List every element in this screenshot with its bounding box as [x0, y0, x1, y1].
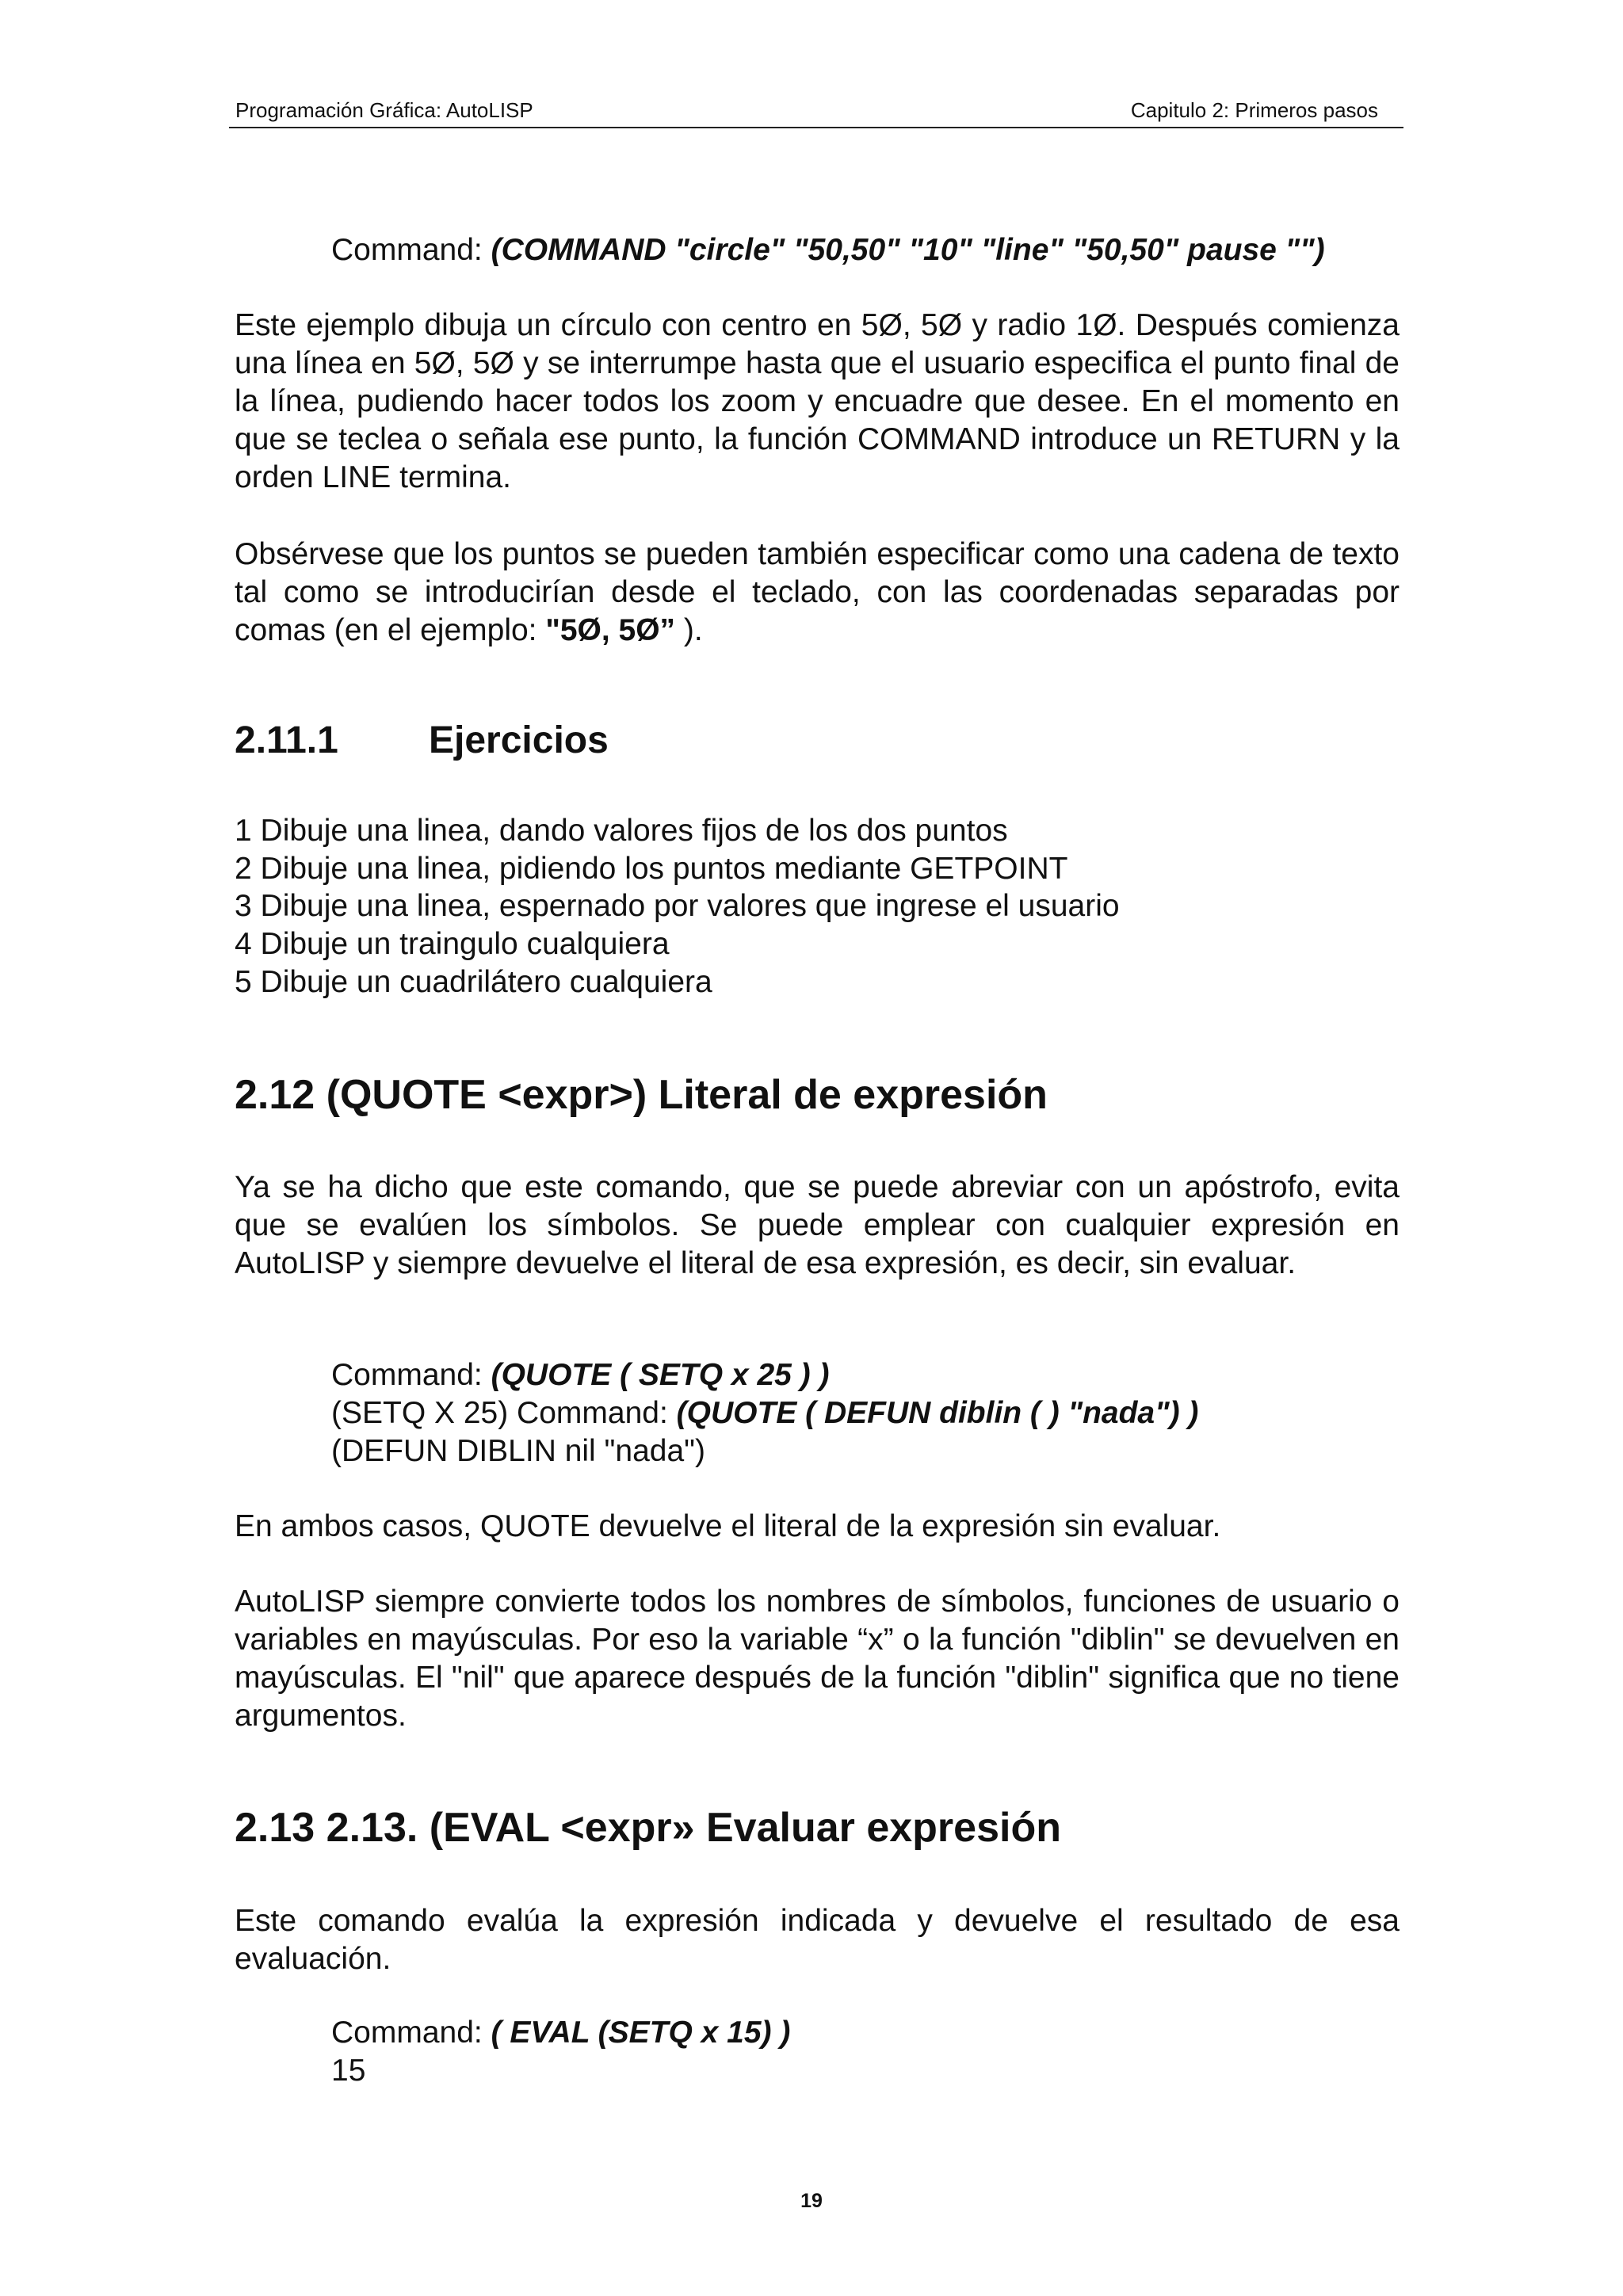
paragraph-text-end: ). [675, 613, 703, 647]
paragraph-eval-description: Este comando evalúa la expresión indicada y devuelve el resultado de esa evaluación. [235, 1904, 1400, 1976]
command-example-quote-defun [331, 1394, 1198, 1432]
paragraph-uppercase-symbols: AutoLISP siempre convierte todos los nombres de símbolos, funciones de usuario o variables en mayúsculas. Por eso la variable “x” o la función "diblin" se devuelven en mayúsculas. El "nil" que aparece después de la función "diblin" significa que no tiene argumentos. [235, 1585, 1400, 1733]
page-header [229, 93, 1403, 128]
command-code: (QUOTE ( DEFUN diblin ( ) "nada") ) [676, 1396, 1199, 1430]
exercise-item: 1 Dibuje una linea, dando valores fijos de los dos puntos [235, 814, 1008, 848]
paragraph-quote-description: Ya se ha dicho que este comando, que se puede abreviar con un apóstrofo, evita que se evalúen los símbolos. Se puede emplear con cualquier expresión en AutoLISP y siempre devuelve el literal de esa expresión, es decir, sin evaluar. [235, 1170, 1400, 1280]
command-code: ( EVAL (SETQ x 15) ) [491, 2016, 791, 2050]
command-example-circle [331, 231, 1325, 269]
header-chapter-title: Capitulo 2: Primeros pasos [1130, 98, 1378, 122]
page-number: 19 [800, 2190, 823, 2212]
exercise-item: 4 Dibuje un traingulo cualquiera [235, 927, 670, 961]
command-result-eval: 15 [331, 2054, 366, 2088]
section-heading-eval: 2.13 2.13. (EVAL <expr» Evaluar expresión [235, 1805, 1061, 1851]
section-heading-exercises [235, 719, 609, 762]
command-code: (QUOTE ( SETQ x 25 ) ) [491, 1358, 830, 1392]
command-example-eval [331, 2014, 790, 2052]
command-label: Command: [331, 2016, 483, 2050]
exercise-item: 3 Dibuje una linea, espernado por valores que ingrese el usuario [235, 889, 1120, 923]
command-result: (SETQ X 25) Command: [331, 1396, 668, 1430]
exercise-item: 2 Dibuje una linea, pidiendo los puntos mediante GETPOINT [235, 852, 1068, 886]
paragraph-quote-summary: En ambos casos, QUOTE devuelve el literal de la expresión sin evaluar. [235, 1509, 1221, 1543]
section-number: 2.11.1 [235, 719, 338, 761]
paragraph-text: Obsérvese que los puntos se pueden también especificar como una cadena de texto tal como se introducirían desde el teclado, con las coordenadas separadas por comas (en el ejemplo: [235, 537, 1400, 647]
command-label: Command: [331, 1358, 483, 1392]
section-heading-quote: 2.12 (QUOTE <expr>) Literal de expresión [235, 1072, 1048, 1118]
command-example-quote-setq [331, 1356, 829, 1394]
paragraph-bold-example: "5Ø, 5Ø” [545, 613, 676, 647]
section-title: Ejercicios [429, 719, 609, 761]
paragraph-circle-explanation: Este ejemplo dibuja un círculo con centro en 5Ø, 5Ø y radio 1Ø. Después comienza una línea en 5Ø, 5Ø y se interrumpe hasta que el usuario especifica el punto final de la línea, pudiendo hacer todos los zoom y encuadre que desee. En el momento en que se teclea o señala ese punto, la función COMMAND introduce un RETURN y la orden LINE termina. [235, 308, 1400, 494]
header-book-title: Programación Gráfica: AutoLISP [235, 98, 533, 122]
exercise-item: 5 Dibuje un cuadrilátero cualquiera [235, 965, 712, 999]
command-label: Command: [331, 233, 483, 267]
command-code: (COMMAND "circle" "50,50" "10" "line" "50,50" pause "") [491, 233, 1325, 267]
command-result-defun: (DEFUN DIBLIN nil "nada") [331, 1434, 705, 1468]
paragraph-points-as-string [235, 536, 1400, 650]
